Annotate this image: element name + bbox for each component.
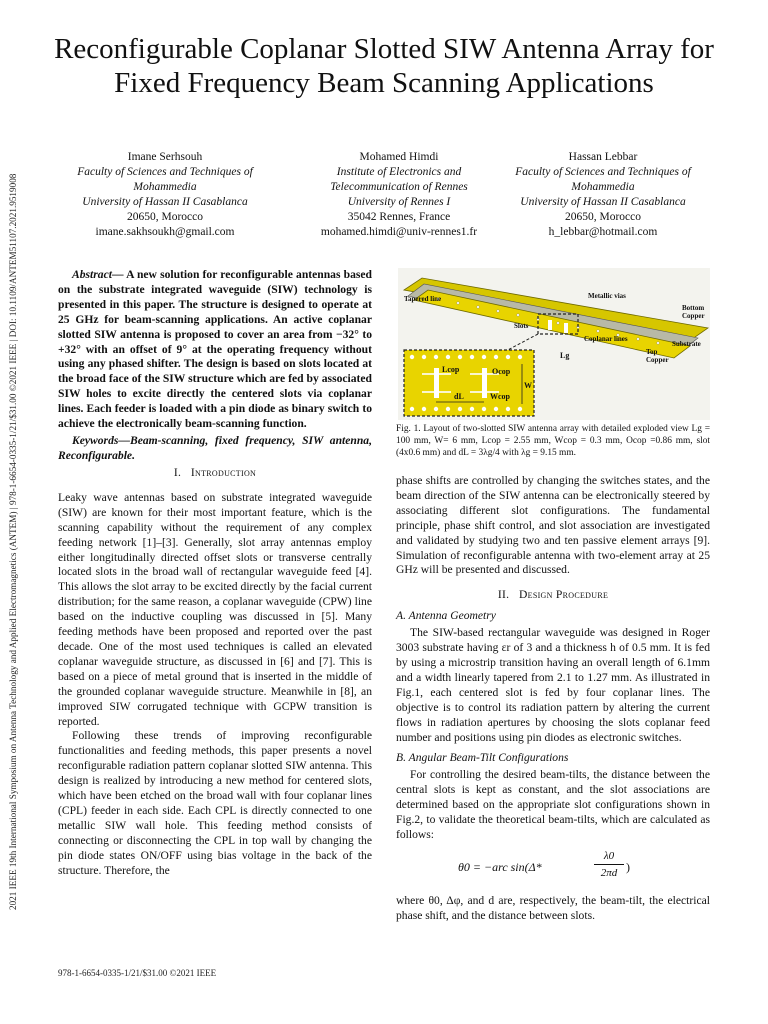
keywords-heading: Keywords—: [72, 434, 130, 447]
subsection-beam-tilt: B. Angular Beam-Tilt Configurations: [396, 751, 569, 765]
author-affiliation: Mohammedia: [571, 181, 635, 193]
label-lg: Lg: [560, 351, 570, 360]
equation-beam-tilt: [458, 850, 658, 886]
label-lcop: Lcop: [442, 365, 460, 374]
right-column-body: [396, 474, 710, 843]
label-top-copper: Copper: [646, 356, 669, 364]
author-affiliation: Telecommunication of Rennes: [330, 181, 468, 193]
author-address: 35042 Rennes, France: [347, 211, 451, 223]
equation-lhs: θ0 = −arc sin(Δ*: [458, 860, 542, 874]
right-paragraph-1: phase shifts are controlled by changing the switches states, and the beam direction of the SIW antenna can be electronically steered by associating different slot configurations. The fundamental principle, phase shift control, and slot association are investigated and validated by studying two and ten passive element arrays [9]. Simulation of reconfigurable antenna with two-element array at 25 GHz will be presented and discussed.: [396, 474, 710, 577]
exploded-detail-view: [404, 350, 534, 416]
author-email: mohamed.himdi@univ-rennes1.fr: [320, 226, 478, 238]
detail-slot-1: [434, 368, 439, 398]
beam-tilt-paragraph: For controlling the desired beam-tilts, the distance between the central slots is kept as constant, and the slot associations are determined based on the appropriate slot configurations shown in Fig.2, to validate the theoretical beam-tilts, which are calculated as follows:: [396, 768, 710, 841]
label-coplanar-lines: Coplanar lines: [584, 335, 628, 343]
where-block: [396, 894, 710, 924]
section-heading-introduction: [58, 466, 372, 481]
where-paragraph: where θ0, Δφ, and d are, respectively, the beam-tilt, the electrical phase shift, and the distance between slots.: [396, 894, 710, 922]
author-affiliation: University of Hassan II Casablanca: [520, 196, 686, 208]
footer-copyright: 978-1-6654-0335-1/21/$31.00 ©2021 IEEE: [58, 968, 217, 978]
equation-denominator: 2πd: [600, 867, 618, 879]
abstract: [58, 268, 372, 432]
abstract-text: A new solution for reconfigurable antennas based on the substrate integrated waveguide (SIW) technology is presented in this paper. The structure is designed to operate at 25 GHz for beam-scanning applications. An active coplanar slotted SIW antenna is proposed to cover an area from −32° to +32° with an offset of 9° at the operating frequency without using any phased shifter. The design is based on slots located at the broad face of the SIW structure which are fed by associated SIW holes to excite directly the centered slots via coplanar lines. Each feeder is loaded with a pin diode as binary switch to achieve the electronically beam-scanning function.: [58, 268, 372, 431]
slot-2: [564, 323, 568, 333]
section-heading-design: [396, 588, 710, 603]
author-affiliation: Institute of Electronics and: [336, 166, 462, 178]
label-bottom-copper: Copper: [682, 312, 705, 320]
slot-1: [548, 320, 552, 330]
section-number: II.: [497, 588, 510, 602]
side-doi-note: 2021 IEEE 19th International Symposium on Antenna Technology and Applied Electromagnetics (ANTEM) | 978-1-6654-0335-1/21/$31.00 ©2021 IEEE | DOI: 10.1109/ANTEM51107.2021.9519008: [8, 173, 18, 910]
label-tapered-line: Tapered line: [404, 295, 442, 303]
keywords-text: Beam-scanning, fixed frequency, SIW antenna, Reconfigurable.: [58, 434, 372, 462]
intro-paragraph-1: Leaky wave antennas based on substrate integrated waveguide (SIW) are known for their most important feature, which is the scanning capability without the requirement of any complex feeding network [1]–[3]. Generally, slot array antennas employ either longitudinally directed offset slots or transverse centrally located slots in the broad wall of rectangular waveguide feed [4]. This allows the slot array to be excited directly by the facial current distribution; for the same reason, a coplanar waveguide (CPW) line based on the inductive coupling was discussed in [5]. Many feeding methods have been proposed and reported over the past decade. One of the most used techniques is called an elevated coplanar waveguide structure, as discussed in [6] and [7]. This is based on a piece of metal ground that is inserted in the middle of the grounded coplanar waveguide structure. Meanwhile in [8], an improved SIW corrugated technique with GCPW transition is reported.: [58, 490, 372, 728]
equation-rhs: ): [626, 860, 630, 874]
figure-1-caption: Fig. 1. Layout of two-slotted SIW antenna array with detailed exploded view Lg = 100 mm, W= 6 mm, Lcop = 2.55 mm, Wcop = 0.3 mm, Ocop =0.86 mm, slot (4x0.6 mm) and dL = 3λg/4 with λg = 9.15 mm.: [396, 424, 710, 458]
label-slots: Slots: [514, 322, 529, 330]
abstract-heading: Abstract—: [72, 268, 124, 281]
author-address: 20650, Morocco: [126, 211, 203, 223]
geometry-paragraph: The SIW-based rectangular waveguide was designed in Roger 3003 substrate having εr of 3 and a thickness h of 0.5 mm. It is fed by using a microstrip transition having an overall length of 6.1mm and a width linearly tapered from 2.1 to 1.27 mm. As illustrated in Fig.1, each centered slot is fed by four coplanar lines. The objective is to control its radiation pattern by altering the current flows in radiation apertures by choosing the slots coplanar feed number and positions using pin diodes as electronic switches.: [396, 626, 710, 744]
label-top: Top: [646, 348, 658, 356]
keywords: [58, 434, 372, 464]
author-name: Hassan Lebbar: [568, 151, 638, 163]
author-name: Imane Serhsouh: [127, 151, 203, 163]
author-email: h_lebbar@hotmail.com: [548, 226, 658, 238]
author-affiliation: University of Rennes I: [347, 196, 451, 208]
equation-numerator: λ0: [603, 850, 615, 862]
section-title: Introduction: [190, 466, 257, 479]
author-block-3: [488, 150, 718, 240]
section-title: Design Procedure: [518, 588, 609, 602]
author-block-2: [284, 150, 514, 240]
left-column-body: [58, 466, 372, 878]
subsection-antenna-geometry: A. Antenna Geometry: [396, 609, 496, 623]
author-email: imane.sakhsoukh@gmail.com: [95, 226, 235, 238]
label-ocop: Ocop: [492, 367, 511, 376]
detail-slot-2: [482, 368, 487, 398]
author-name: Mohamed Himdi: [359, 151, 439, 163]
intro-paragraph-2: Following these trends of improving reconfigurable functionalities and feeding methods, this paper presents a novel reconfigurable radiation pattern coplanar slotted SIW antenna. This design is realized by introducing a new method for centered slots, which have been etched on the broad wall with four coplanar lines (CPL) feeder in each side. Each CPL is directly connected to one metallic SIW wall hole. This feeding method consists of connecting or disconnecting the CPL in top wall by changing the pin diode states ON/OFF using bias voltage in the back of the structure. Therefore, the: [58, 729, 372, 877]
label-w: W: [524, 381, 532, 390]
author-affiliation: Mohammedia: [133, 181, 197, 193]
author-block-1: [50, 150, 280, 240]
label-substrate: Substrate: [672, 340, 701, 348]
section-number: I.: [173, 466, 182, 479]
label-wcop: Wcop: [490, 392, 510, 401]
equation-fraction-bar: [594, 864, 624, 865]
figure-1-antenna-layout: [398, 268, 710, 420]
author-affiliation: Faculty of Sciences and Techniques of: [515, 166, 691, 178]
paper-title: Reconfigurable Coplanar Slotted SIW Antenna Array for Fixed Frequency Beam Scanning Applications: [54, 33, 714, 99]
author-affiliation: Faculty of Sciences and Techniques of: [77, 166, 253, 178]
author-affiliation: University of Hassan II Casablanca: [82, 196, 248, 208]
label-metallic-vias: Metallic vias: [588, 292, 626, 300]
label-dl: dL: [454, 392, 464, 401]
author-address: 20650, Morocco: [564, 211, 641, 223]
label-bottom: Bottom: [682, 304, 705, 312]
